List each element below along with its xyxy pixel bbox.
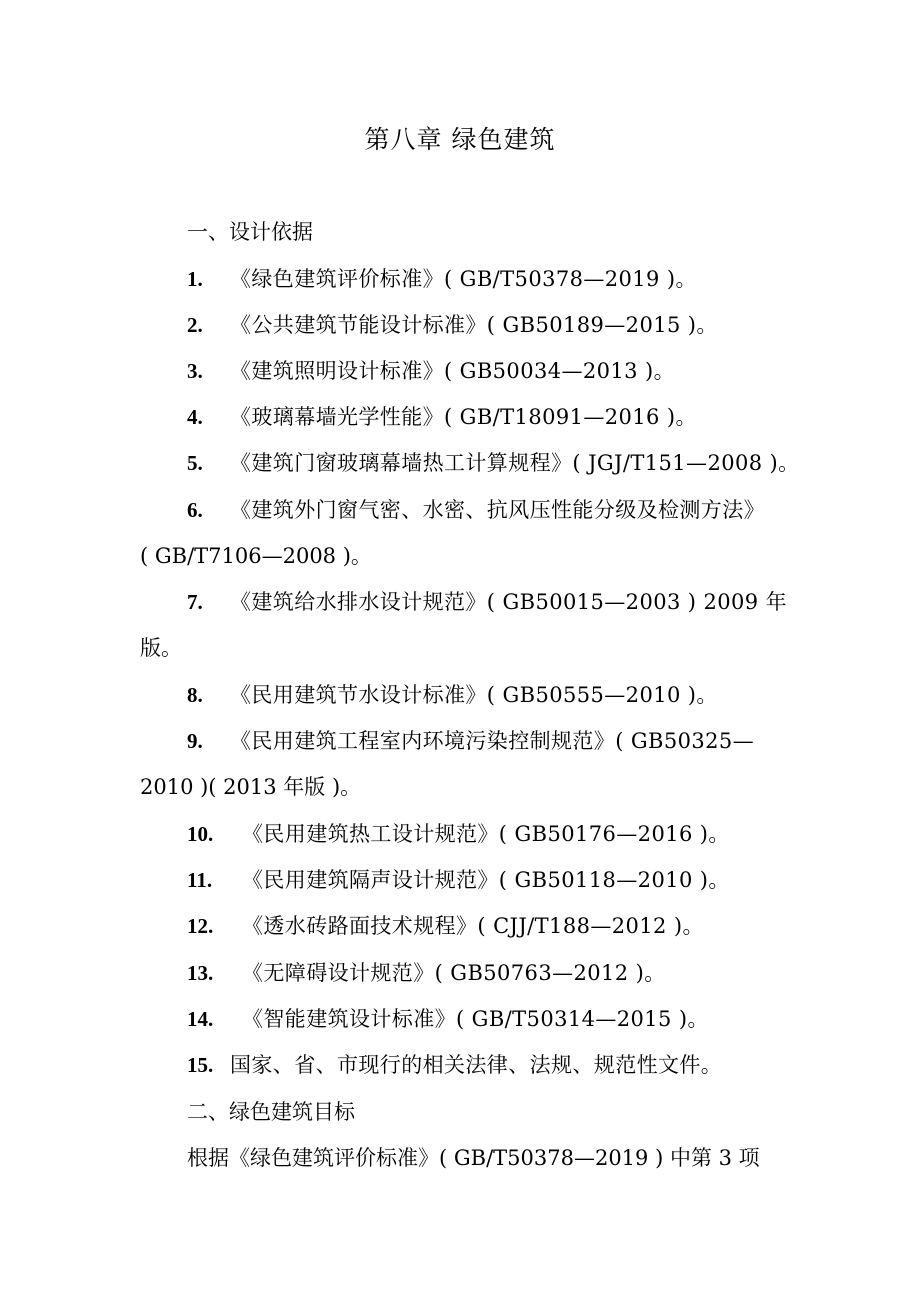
list-item-continuation: ( GB/T7106—2008 )。	[140, 544, 372, 568]
list-item	[140, 726, 847, 756]
item-text: 《绿色建筑评价标准》( GB/T50378—2019 )。	[230, 267, 697, 291]
list-item	[140, 402, 847, 432]
item-text: 《民用建筑隔声设计规范》( GB50118—2010 )。	[242, 868, 730, 892]
item-text: 《民用建筑节水设计标准》( GB50555—2010 )。	[230, 683, 718, 707]
list-item	[140, 264, 847, 294]
list-item	[140, 356, 847, 386]
list-item	[140, 310, 847, 340]
list-item	[140, 495, 847, 525]
item-text: 《民用建筑工程室内环境污染控制规范》( GB50325—	[230, 729, 755, 753]
item-number: 13.	[187, 961, 214, 985]
item-number: 5.	[187, 451, 203, 475]
item-number: 2.	[187, 313, 203, 337]
item-text: 《玻璃幕墙光学性能》( GB/T18091—2016 )。	[230, 405, 697, 429]
list-item-continuation: 版。	[140, 636, 182, 660]
list-item	[140, 819, 847, 849]
item-number: 8.	[187, 683, 203, 707]
chapter-title: 第八章 绿色建筑	[364, 125, 556, 154]
item-number: 9.	[187, 729, 203, 753]
list-item	[140, 680, 847, 710]
item-number: 1.	[187, 267, 203, 291]
item-number: 3.	[187, 359, 203, 383]
item-text: 《无障碍设计规范》( GB50763—2012 )。	[242, 961, 666, 985]
item-number: 11.	[187, 868, 213, 892]
item-text: 《公共建筑节能设计标准》( GB50189—2015 )。	[230, 313, 718, 337]
list-item	[140, 865, 847, 895]
list-item	[140, 911, 847, 941]
item-text: 《建筑外门窗气密、水密、抗风压性能分级及检测方法》	[230, 498, 765, 522]
list-item-continuation: 2010 )( 2013 年版 )。	[140, 775, 362, 799]
section-paragraph: 根据《绿色建筑评价标准》( GB/T50378—2019 ) 中第 3 项	[187, 1146, 760, 1170]
list-item	[140, 1050, 847, 1080]
list-item	[140, 1004, 847, 1034]
item-number: 10.	[187, 822, 214, 846]
section-heading-design-basis: 一、设计依据	[187, 220, 313, 244]
item-text: 《智能建筑设计标准》( GB/T50314—2015 )。	[242, 1007, 709, 1031]
item-text: 《建筑门窗玻璃幕墙热工计算规程》( JGJ/T151—2008 )。	[230, 451, 800, 475]
item-text: 《建筑照明设计标准》( GB50034—2013 )。	[230, 359, 675, 383]
item-number: 4.	[187, 405, 203, 429]
item-text: 国家、省、市现行的相关法律、法规、规范性文件。	[230, 1053, 723, 1077]
section-heading-green-building-goals: 二、绿色建筑目标	[187, 1100, 355, 1124]
item-number: 12.	[187, 914, 214, 938]
item-text: 《建筑给水排水设计规范》( GB50015—2003 ) 2009 年	[230, 590, 787, 614]
item-number: 15.	[187, 1053, 214, 1077]
item-number: 7.	[187, 590, 203, 614]
list-item	[140, 587, 847, 617]
list-item	[140, 958, 847, 988]
item-text: 《民用建筑热工设计规范》( GB50176—2016 )。	[242, 822, 730, 846]
item-text: 《透水砖路面技术规程》( CJJ/T188—2012 )。	[242, 914, 704, 938]
item-number: 6.	[187, 498, 203, 522]
item-number: 14.	[187, 1007, 214, 1031]
list-item	[140, 448, 847, 478]
